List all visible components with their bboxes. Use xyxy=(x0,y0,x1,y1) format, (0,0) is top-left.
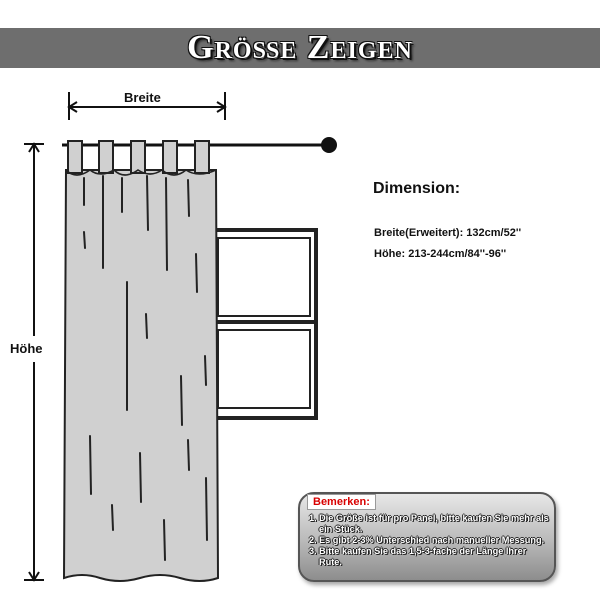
height-dimension-arrow xyxy=(24,144,44,580)
note-text: Es gibt 2-3% Unterschied nach manueller Messung. xyxy=(319,535,545,545)
page-title: Größe Zeigen xyxy=(187,29,413,66)
window-frame xyxy=(212,230,316,418)
dimension-title: Dimension: xyxy=(373,180,461,197)
dimension-width-text: Breite(Erweitert): 132cm/52'' xyxy=(374,227,522,239)
note-item xyxy=(309,535,549,546)
dimension-height-text: Höhe: 213-244cm/84''-96'' xyxy=(374,248,507,260)
note-item xyxy=(309,513,549,535)
note-number: 1. xyxy=(309,513,317,523)
note-text: Bitte kaufen Sie das 1,5-3-fache der Länge Ihrer Rute. xyxy=(319,546,527,567)
note-item xyxy=(309,546,549,568)
notes-list xyxy=(309,513,549,568)
note-text: Die Größe ist für pro Panel, bitte kaufen Sie mehr als ein Stück. xyxy=(319,513,549,534)
note-number: 3. xyxy=(309,546,317,556)
width-label: Breite xyxy=(124,90,161,105)
notes-title: Bemerken: xyxy=(307,494,376,510)
height-label: Höhe xyxy=(10,341,43,356)
note-number: 2. xyxy=(309,535,317,545)
curtain-panel xyxy=(64,141,218,581)
